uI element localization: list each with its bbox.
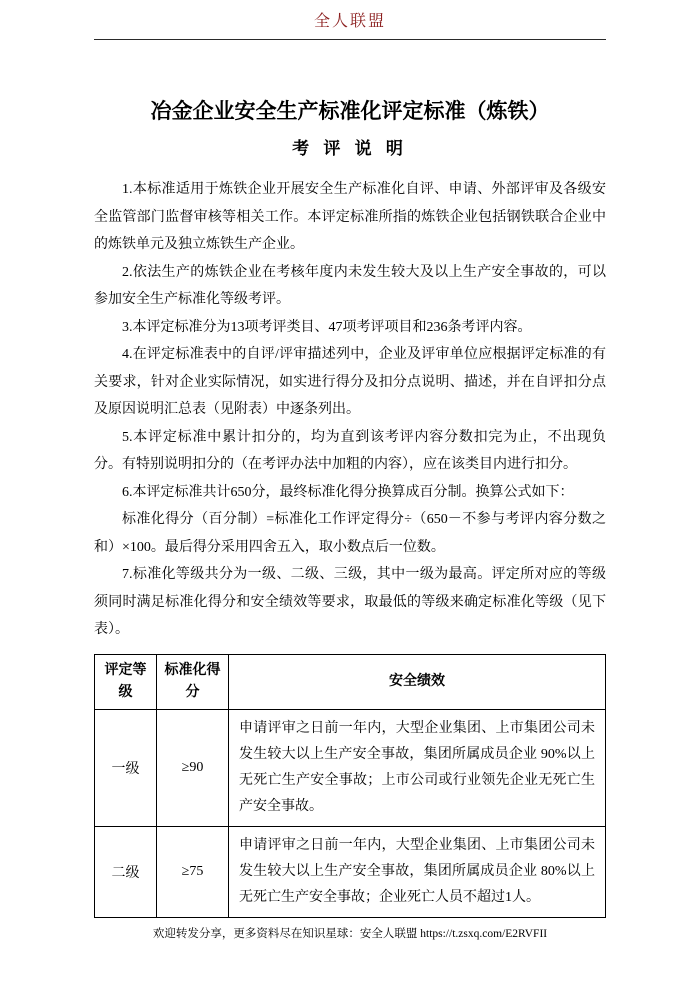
grade-table — [94, 654, 606, 918]
table-row — [95, 826, 606, 917]
table-header-performance: 安全绩效 — [229, 654, 606, 709]
paragraph-5: 5.本评定标准中累计扣分的，均为直到该考评内容分数扣完为止，不出现负分。有特别说明扣分的（在考评办法中加粗的内容），应在该类目内进行扣分。 — [94, 429, 606, 472]
paragraph-4: 4.在评定标准表中的自评/评审描述列中，企业及评审单位应根据评定标准的有关要求，针对企业实际情况，如实进行得分及扣分点说明、描述，并在自评扣分点及原因说明汇总表（见附表）中逐条列出。 — [94, 347, 606, 417]
page-footer — [0, 926, 700, 942]
grade-cell: 一级 — [95, 709, 157, 826]
table-header-grade: 评定等级 — [95, 654, 157, 709]
table-row — [95, 709, 606, 826]
paragraph-6: 6.本评定标准共计650分，最终标准化得分换算成百分制。换算公式如下： — [122, 484, 574, 500]
paragraph-3: 3.本评定标准分为13项考评类目、47项考评项目和236条考评内容。 — [122, 319, 532, 335]
footer-link[interactable]: https://t.zsxq.com/E2RVFII — [420, 928, 548, 940]
document-body — [0, 96, 700, 918]
grade-cell: 二级 — [95, 826, 157, 917]
score-cell: ≥90 — [157, 709, 229, 826]
table-header-score: 标准化得分 — [157, 654, 229, 709]
performance-cell: 申请评审之日前一年内，大型企业集团、上市集团公司未发生较大以上生产安全事故，集团所属成员企业 80%以上无死亡生产安全事故；企业死亡人员不超过1人。 — [229, 826, 606, 917]
footer-text: 欢迎转发分享，更多资料尽在知识星球：安全人联盟 — [152, 928, 418, 940]
table-header-row — [95, 654, 606, 709]
paragraph-1: 1.本标准适用于炼铁企业开展安全生产标准化自评、申请、外部评审及各级安全监管部门监督审核等相关工作。本评定标准所指的炼铁企业包括钢铁联合企业中的炼铁单元及独立炼铁生产企业。 — [94, 182, 606, 252]
paragraph-2: 2.依法生产的炼铁企业在考核年度内未发生较大及以上生产安全事故的，可以参加安全生产标准化等级考评。 — [94, 264, 606, 307]
score-cell: ≥75 — [157, 826, 229, 917]
page-subtitle: 考 评 说 明 — [292, 139, 408, 158]
brand-header: 全人联盟 — [313, 13, 386, 30]
page-title: 冶金企业安全生产标准化评定标准（炼铁） — [150, 99, 550, 123]
paragraph-7: 7.标准化等级共分为一级、二级、三级，其中一级为最高。评定所对应的等级须同时满足标准化得分和安全绩效等要求，取最低的等级来确定标准化等级（见下表）。 — [94, 567, 606, 637]
header-divider — [94, 39, 606, 40]
paragraph-formula: 标准化得分（百分制）=标准化工作评定得分÷（650－不参与考评内容分数之和）×100。最后得分采用四舍五入，取小数点后一位数。 — [94, 512, 606, 555]
performance-cell: 申请评审之日前一年内，大型企业集团、上市集团公司未发生较大以上生产安全事故，集团所属成员企业 90%以上无死亡生产安全事故；上市公司或行业领先企业无死亡生产安全事故。 — [229, 709, 606, 826]
